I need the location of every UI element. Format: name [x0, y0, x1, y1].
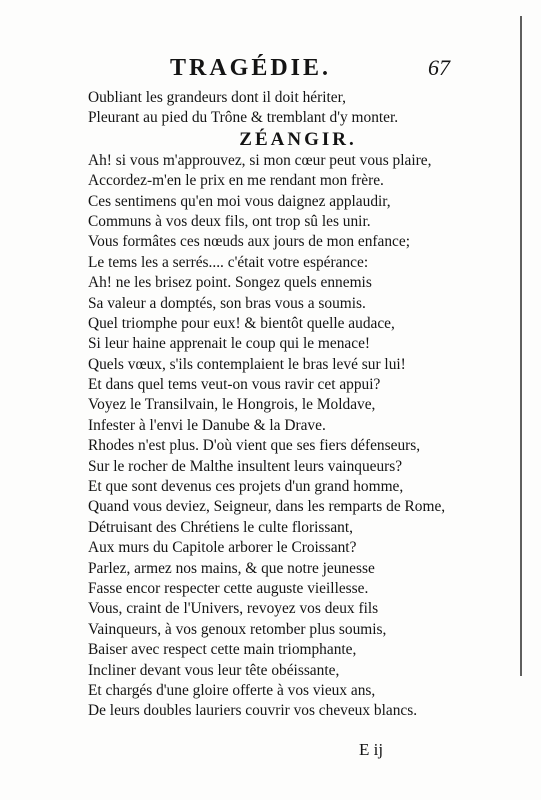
verse-line: Parlez, armez nos mains, & que notre jeunesse — [88, 559, 375, 577]
page-edge-rule — [520, 16, 522, 676]
verse-line: Vainqueurs, à vos genoux retomber plus soumis, — [88, 620, 387, 638]
verse-line: Quel triomphe pour eux! & bientôt quelle audace, — [88, 314, 395, 332]
verse-line: Communs à vos deux fils, ont trop sû les unir. — [88, 212, 371, 230]
verse-line: Vous formâtes ces nœuds aux jours de mon enfance; — [88, 233, 410, 251]
verse-line: Le tems les a serrés.... c'était votre espérance: — [88, 253, 369, 271]
verse-line: Infester à l'envi le Danube & la Drave. — [88, 416, 326, 434]
verse-line: Aux murs du Capitole arborer le Croissant? — [88, 539, 357, 557]
page-number: 67 — [428, 55, 450, 80]
verse-line: Et que sont devenus ces projets d'un grand homme, — [88, 478, 404, 496]
verse-line: Détruisant des Chrétiens le culte florissant, — [88, 518, 353, 536]
running-head-title: TRAGÉDIE. — [170, 55, 332, 81]
verse-line: Fasse encor respecter cette auguste vieillesse. — [88, 579, 369, 597]
verse-line: Et chargés d'une gloire offerte à vos vieux ans, — [88, 681, 376, 699]
verse-line: Pleurant au pied du Trône & tremblant d'y monter. — [88, 109, 399, 127]
speaker-name: ZÉANGIR. — [239, 128, 357, 150]
verse-line: Vous, craint de l'Univers, revoyez vos deux fils — [88, 600, 379, 618]
verse-line: Quels vœux, s'ils contemplaient le bras levé sur lui! — [88, 355, 406, 373]
verse-line: Accordez-m'en le prix en me rendant mon frère. — [88, 172, 384, 190]
verse-line: Quand vous deviez, Seigneur, dans les remparts de Rome, — [88, 498, 446, 516]
verse-line: Oubliant les grandeurs dont il doit hériter, — [88, 89, 346, 106]
verse-line: Voyez le Transilvain, le Hongrois, le Moldave, — [88, 396, 376, 414]
running-head — [0, 55, 541, 85]
verse-line: Si leur haine apprenait le coup qui le menace! — [88, 335, 371, 353]
verse-line: De leurs doubles lauriers couvrir vos cheveux blancs. — [88, 702, 418, 720]
verse-text — [88, 88, 498, 722]
verse-line: Ah! ne les brisez point. Songez quels ennemis — [88, 274, 372, 292]
verse-line: Rhodes n'est plus. D'où vient que ses fiers défenseurs, — [88, 437, 421, 455]
verse-line: Ces sentimens qu'en moi vous daignez applaudir, — [88, 192, 391, 210]
signature-mark: E ij — [359, 740, 384, 759]
verse-line: Ah! si vous m'approuvez, si mon cœur peut vous plaire, — [88, 151, 432, 169]
verse-line: Sur le rocher de Malthe insultent leurs vainqueurs? — [88, 457, 403, 475]
verse-line: Incliner devant vous leur tête obéissante, — [88, 661, 340, 679]
verse-line: Sa valeur a domptés, son bras vous a soumis. — [88, 294, 366, 312]
verse-line: Baiser avec respect cette main triomphante, — [88, 641, 357, 659]
verse-line: Et dans quel tems veut-on vous ravir cet appui? — [88, 376, 381, 394]
